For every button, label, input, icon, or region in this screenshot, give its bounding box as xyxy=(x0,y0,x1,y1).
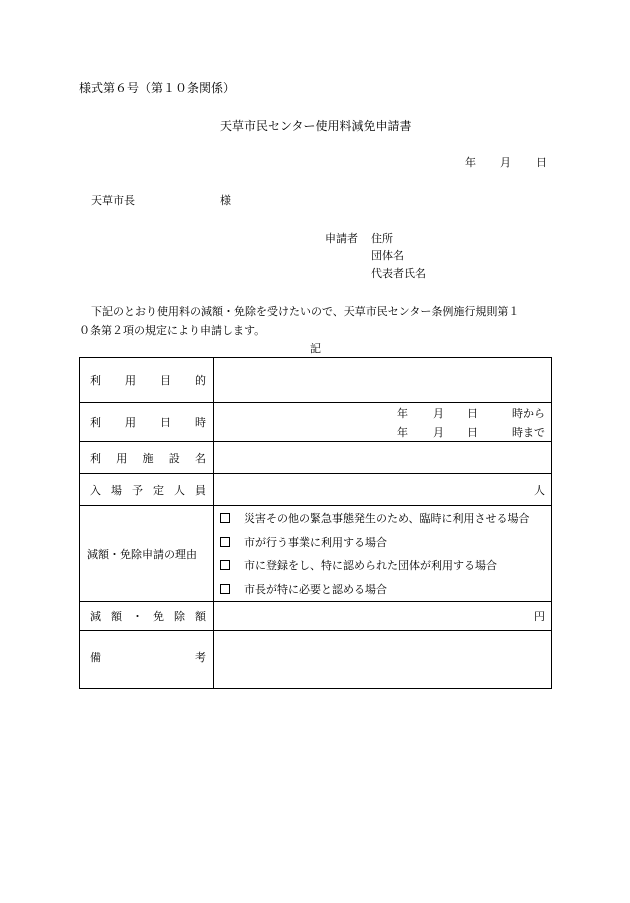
datetime-to-row: 年 月 日 時まで xyxy=(397,425,545,439)
form-number: 様式第６号（第１０条関係） xyxy=(79,81,236,95)
amount-unit: 円 xyxy=(534,610,545,623)
amount-label-cell: 減 額 ・ 免 除 額 xyxy=(80,602,214,631)
checkbox-3[interactable] xyxy=(220,560,230,570)
checkbox-1[interactable] xyxy=(220,513,230,523)
date-year: 年 xyxy=(465,156,476,169)
applicant-label: 申請者 xyxy=(325,232,358,245)
amount-input[interactable] xyxy=(214,602,552,631)
row-facility xyxy=(80,442,552,474)
applicant-representative-label: 代表者氏名 xyxy=(371,267,426,280)
datetime-input[interactable] xyxy=(214,403,552,442)
row-remarks xyxy=(80,631,552,689)
form-title: 天草市民センター使用料減免申請書 xyxy=(220,119,412,133)
facility-label-cell: 利 用 施 設 名 xyxy=(80,442,214,474)
row-attendees xyxy=(80,474,552,506)
reason-label-cell xyxy=(80,506,214,602)
row-reason xyxy=(80,506,552,602)
reason-option-1[interactable]: 災害その他の緊急事態発生のため、臨時に利用させる場合 xyxy=(214,507,551,531)
body-line-1: 下記のとおり使用料の減額・免除を受けたいので、天草市民センター条例施行規則第１ xyxy=(91,305,520,318)
application-table xyxy=(79,357,552,689)
applicant-group-label: 団体名 xyxy=(371,249,404,262)
checkbox-4[interactable] xyxy=(220,584,230,594)
reason-option-2[interactable]: 市が行う事業に利用する場合 xyxy=(214,530,551,554)
date-day: 日 xyxy=(536,156,547,169)
applicant-address-label: 住所 xyxy=(371,232,393,245)
attendees-label-cell: 入 場 予 定 人 員 xyxy=(80,474,214,506)
remarks-label-cell: 備 考 xyxy=(80,631,214,689)
purpose-label-cell: 利 用 目 的 xyxy=(80,358,214,403)
reason-option-4[interactable]: 市長が特に必要と認める場合 xyxy=(214,577,551,601)
ki-heading: 記 xyxy=(310,342,321,355)
addressee-name: 天草市長 xyxy=(91,194,135,207)
reason-label: 減額・免除申請の理由 xyxy=(87,547,197,561)
remarks-input[interactable] xyxy=(214,631,552,689)
addressee-honorific: 様 xyxy=(220,194,231,207)
purpose-input[interactable] xyxy=(214,358,552,403)
row-amount xyxy=(80,602,552,631)
datetime-from-row: 年 月 日 時から xyxy=(397,406,545,420)
reason-option-3[interactable]: 市に登録をし、特に認められた団体が利用する場合 xyxy=(214,554,551,578)
date-month: 月 xyxy=(500,156,511,169)
datetime-label-cell: 利 用 日 時 xyxy=(80,403,214,442)
body-line-2: ０条第２項の規定により申請します。 xyxy=(79,324,266,337)
attendees-unit: 人 xyxy=(534,483,545,497)
row-purpose xyxy=(80,358,552,403)
reason-options xyxy=(214,506,552,602)
checkbox-2[interactable] xyxy=(220,537,230,547)
row-datetime xyxy=(80,403,552,442)
facility-input[interactable] xyxy=(214,442,552,474)
attendees-input[interactable] xyxy=(214,474,552,506)
